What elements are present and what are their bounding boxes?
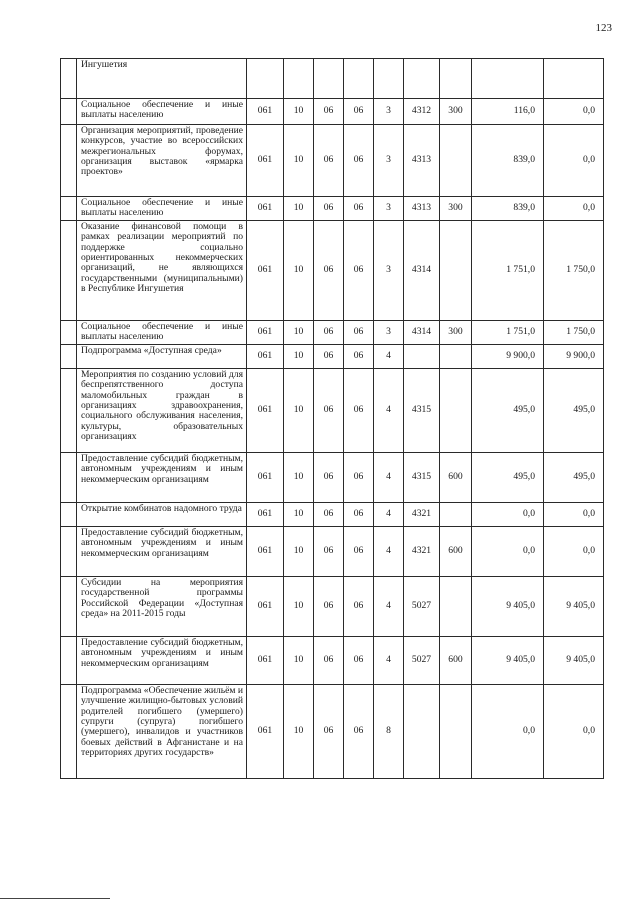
target-code-part3-cell: 4315 xyxy=(404,453,440,503)
amount-year1-cell: 1 751,0 xyxy=(472,221,544,321)
admin-code-cell: 061 xyxy=(247,221,284,321)
row-margin-cell xyxy=(61,637,77,685)
row-margin-cell xyxy=(61,453,77,503)
table-row xyxy=(61,369,604,453)
target-code-part1-cell xyxy=(344,59,374,99)
item-name-cell: Мероприятия по созданию условий для беспрепятственного доступа маломобильных граждан в организациях здравоохранения, социального обслуживания населения, культуры, образовательных организациях xyxy=(77,369,247,453)
section-code-cell xyxy=(284,59,314,99)
admin-code-cell: 061 xyxy=(247,125,284,197)
expense-type-cell: 600 xyxy=(440,637,472,685)
amount-year1-cell: 495,0 xyxy=(472,369,544,453)
target-code-part2-cell: 4 xyxy=(374,527,404,577)
expense-type-cell xyxy=(440,125,472,197)
target-code-part3-cell: 4313 xyxy=(404,197,440,221)
target-code-part2-cell: 3 xyxy=(374,197,404,221)
amount-year2-cell: 0,0 xyxy=(544,685,604,779)
item-name-cell: Открытие комбинатов надомного труда xyxy=(77,503,247,527)
subsection-code-cell: 06 xyxy=(314,685,344,779)
target-code-part3-cell: 4314 xyxy=(404,221,440,321)
expense-type-cell xyxy=(440,685,472,779)
expense-type-cell xyxy=(440,369,472,453)
table-row xyxy=(61,99,604,125)
amount-year2-cell: 495,0 xyxy=(544,453,604,503)
row-margin-cell xyxy=(61,685,77,779)
amount-year2-cell: 1 750,0 xyxy=(544,321,604,345)
target-code-part2-cell: 4 xyxy=(374,637,404,685)
expense-type-cell: 600 xyxy=(440,453,472,503)
page-number: 123 xyxy=(595,22,612,34)
section-code-cell: 10 xyxy=(284,577,314,637)
target-code-part1-cell: 06 xyxy=(344,99,374,125)
target-code-part2-cell: 8 xyxy=(374,685,404,779)
amount-year1-cell: 839,0 xyxy=(472,125,544,197)
admin-code-cell: 061 xyxy=(247,453,284,503)
expense-type-cell: 300 xyxy=(440,321,472,345)
target-code-part2-cell xyxy=(374,59,404,99)
amount-year1-cell: 839,0 xyxy=(472,197,544,221)
expense-type-cell xyxy=(440,59,472,99)
item-name-cell: Организация мероприятий, проведение конкурсов, участие во всероссийских межрегиональных форумах, организация выставок «ярмарка проектов» xyxy=(77,125,247,197)
target-code-part2-cell: 4 xyxy=(374,369,404,453)
subsection-code-cell: 06 xyxy=(314,453,344,503)
row-margin-cell xyxy=(61,527,77,577)
admin-code-cell: 061 xyxy=(247,577,284,637)
target-code-part2-cell: 4 xyxy=(374,345,404,369)
target-code-part2-cell: 3 xyxy=(374,99,404,125)
amount-year1-cell: 9 405,0 xyxy=(472,637,544,685)
row-margin-cell xyxy=(61,197,77,221)
subsection-code-cell: 06 xyxy=(314,197,344,221)
admin-code-cell: 061 xyxy=(247,685,284,779)
amount-year2-cell: 9 405,0 xyxy=(544,577,604,637)
admin-code-cell: 061 xyxy=(247,503,284,527)
amount-year2-cell: 0,0 xyxy=(544,527,604,577)
target-code-part1-cell: 06 xyxy=(344,221,374,321)
target-code-part1-cell: 06 xyxy=(344,503,374,527)
row-margin-cell xyxy=(61,59,77,99)
subsection-code-cell: 06 xyxy=(314,321,344,345)
amount-year1-cell: 116,0 xyxy=(472,99,544,125)
admin-code-cell xyxy=(247,59,284,99)
admin-code-cell: 061 xyxy=(247,637,284,685)
target-code-part3-cell: 4315 xyxy=(404,369,440,453)
amount-year2-cell: 0,0 xyxy=(544,99,604,125)
table-row xyxy=(61,577,604,637)
section-code-cell: 10 xyxy=(284,99,314,125)
target-code-part1-cell: 06 xyxy=(344,685,374,779)
section-code-cell: 10 xyxy=(284,321,314,345)
admin-code-cell: 061 xyxy=(247,527,284,577)
target-code-part2-cell: 3 xyxy=(374,321,404,345)
target-code-part2-cell: 3 xyxy=(374,221,404,321)
target-code-part3-cell: 4321 xyxy=(404,527,440,577)
subsection-code-cell: 06 xyxy=(314,99,344,125)
section-code-cell: 10 xyxy=(284,637,314,685)
target-code-part3-cell: 4314 xyxy=(404,321,440,345)
target-code-part3-cell: 4321 xyxy=(404,503,440,527)
target-code-part1-cell: 06 xyxy=(344,125,374,197)
expense-type-cell xyxy=(440,577,472,637)
row-margin-cell xyxy=(61,221,77,321)
section-code-cell: 10 xyxy=(284,503,314,527)
target-code-part3-cell: 5027 xyxy=(404,637,440,685)
admin-code-cell: 061 xyxy=(247,345,284,369)
amount-year1-cell xyxy=(472,59,544,99)
subsection-code-cell: 06 xyxy=(314,503,344,527)
table-row xyxy=(61,59,604,99)
row-margin-cell xyxy=(61,99,77,125)
target-code-part3-cell: 5027 xyxy=(404,577,440,637)
table-row xyxy=(61,321,604,345)
expense-type-cell xyxy=(440,503,472,527)
expense-type-cell: 300 xyxy=(440,99,472,125)
amount-year2-cell xyxy=(544,59,604,99)
expense-type-cell: 600 xyxy=(440,527,472,577)
item-name-cell: Социальное обеспечение и иные выплаты населению xyxy=(77,197,247,221)
amount-year1-cell: 0,0 xyxy=(472,503,544,527)
amount-year2-cell: 0,0 xyxy=(544,125,604,197)
row-margin-cell xyxy=(61,321,77,345)
item-name-cell: Предоставление субсидий бюджетным, автономным учреждениям и иным некоммерческим организациям xyxy=(77,453,247,503)
row-margin-cell xyxy=(61,125,77,197)
table-row xyxy=(61,197,604,221)
table-row xyxy=(61,345,604,369)
footer-rule xyxy=(0,898,110,899)
subsection-code-cell xyxy=(314,59,344,99)
target-code-part1-cell: 06 xyxy=(344,453,374,503)
subsection-code-cell: 06 xyxy=(314,637,344,685)
amount-year2-cell: 9 405,0 xyxy=(544,637,604,685)
target-code-part1-cell: 06 xyxy=(344,577,374,637)
subsection-code-cell: 06 xyxy=(314,221,344,321)
amount-year2-cell: 0,0 xyxy=(544,197,604,221)
expense-type-cell: 300 xyxy=(440,197,472,221)
amount-year2-cell: 0,0 xyxy=(544,503,604,527)
target-code-part2-cell: 4 xyxy=(374,577,404,637)
table-row xyxy=(61,453,604,503)
table-row xyxy=(61,637,604,685)
item-name-cell: Предоставление субсидий бюджетным, автономным учреждениям и иным некоммерческим организациям xyxy=(77,527,247,577)
target-code-part3-cell: 4312 xyxy=(404,99,440,125)
amount-year2-cell: 9 900,0 xyxy=(544,345,604,369)
section-code-cell: 10 xyxy=(284,125,314,197)
item-name-cell: Подпрограмма «Обеспечение жильём и улучшение жилищно-бытовых условий родителей погибшего (умершего) супруги (супруга) погибшего (умершего), инвалидов и участников боевых действий в Афганистане и на территориях других государств» xyxy=(77,685,247,779)
target-code-part2-cell: 4 xyxy=(374,453,404,503)
target-code-part3-cell xyxy=(404,685,440,779)
target-code-part3-cell xyxy=(404,345,440,369)
amount-year1-cell: 9 900,0 xyxy=(472,345,544,369)
item-name-cell: Ингушетия xyxy=(77,59,247,99)
item-name-cell: Субсидии на мероприятия государственной программы Российской Федерации «Доступная среда» на 2011-2015 годы xyxy=(77,577,247,637)
table-row xyxy=(61,503,604,527)
section-code-cell: 10 xyxy=(284,453,314,503)
subsection-code-cell: 06 xyxy=(314,345,344,369)
table-row xyxy=(61,527,604,577)
budget-table xyxy=(60,58,604,779)
amount-year1-cell: 9 405,0 xyxy=(472,577,544,637)
row-margin-cell xyxy=(61,345,77,369)
target-code-part1-cell: 06 xyxy=(344,321,374,345)
target-code-part1-cell: 06 xyxy=(344,345,374,369)
amount-year1-cell: 0,0 xyxy=(472,527,544,577)
amount-year1-cell: 0,0 xyxy=(472,685,544,779)
section-code-cell: 10 xyxy=(284,527,314,577)
row-margin-cell xyxy=(61,369,77,453)
table-row xyxy=(61,221,604,321)
amount-year2-cell: 495,0 xyxy=(544,369,604,453)
table-row xyxy=(61,125,604,197)
item-name-cell: Социальное обеспечение и иные выплаты населению xyxy=(77,99,247,125)
admin-code-cell: 061 xyxy=(247,369,284,453)
item-name-cell: Подпрограмма «Доступная среда» xyxy=(77,345,247,369)
item-name-cell: Оказание финансовой помощи в рамках реализации мероприятий по поддержке социально ориентированных некоммерческих организаций, не являющихся государственными (муниципальными) в Республике Ингушетия xyxy=(77,221,247,321)
expense-type-cell xyxy=(440,221,472,321)
admin-code-cell: 061 xyxy=(247,321,284,345)
amount-year1-cell: 495,0 xyxy=(472,453,544,503)
section-code-cell: 10 xyxy=(284,369,314,453)
table-row xyxy=(61,685,604,779)
target-code-part3-cell xyxy=(404,59,440,99)
section-code-cell: 10 xyxy=(284,221,314,321)
amount-year2-cell: 1 750,0 xyxy=(544,221,604,321)
target-code-part1-cell: 06 xyxy=(344,527,374,577)
table-body xyxy=(61,59,604,779)
amount-year1-cell: 1 751,0 xyxy=(472,321,544,345)
subsection-code-cell: 06 xyxy=(314,369,344,453)
target-code-part1-cell: 06 xyxy=(344,197,374,221)
target-code-part1-cell: 06 xyxy=(344,637,374,685)
admin-code-cell: 061 xyxy=(247,99,284,125)
target-code-part2-cell: 3 xyxy=(374,125,404,197)
subsection-code-cell: 06 xyxy=(314,577,344,637)
item-name-cell: Социальное обеспечение и иные выплаты населению xyxy=(77,321,247,345)
target-code-part3-cell: 4313 xyxy=(404,125,440,197)
item-name-cell: Предоставление субсидий бюджетным, автономным учреждениям и иным некоммерческим организациям xyxy=(77,637,247,685)
section-code-cell: 10 xyxy=(284,345,314,369)
subsection-code-cell: 06 xyxy=(314,527,344,577)
section-code-cell: 10 xyxy=(284,685,314,779)
target-code-part2-cell: 4 xyxy=(374,503,404,527)
row-margin-cell xyxy=(61,503,77,527)
subsection-code-cell: 06 xyxy=(314,125,344,197)
expense-type-cell xyxy=(440,345,472,369)
row-margin-cell xyxy=(61,577,77,637)
target-code-part1-cell: 06 xyxy=(344,369,374,453)
section-code-cell: 10 xyxy=(284,197,314,221)
admin-code-cell: 061 xyxy=(247,197,284,221)
